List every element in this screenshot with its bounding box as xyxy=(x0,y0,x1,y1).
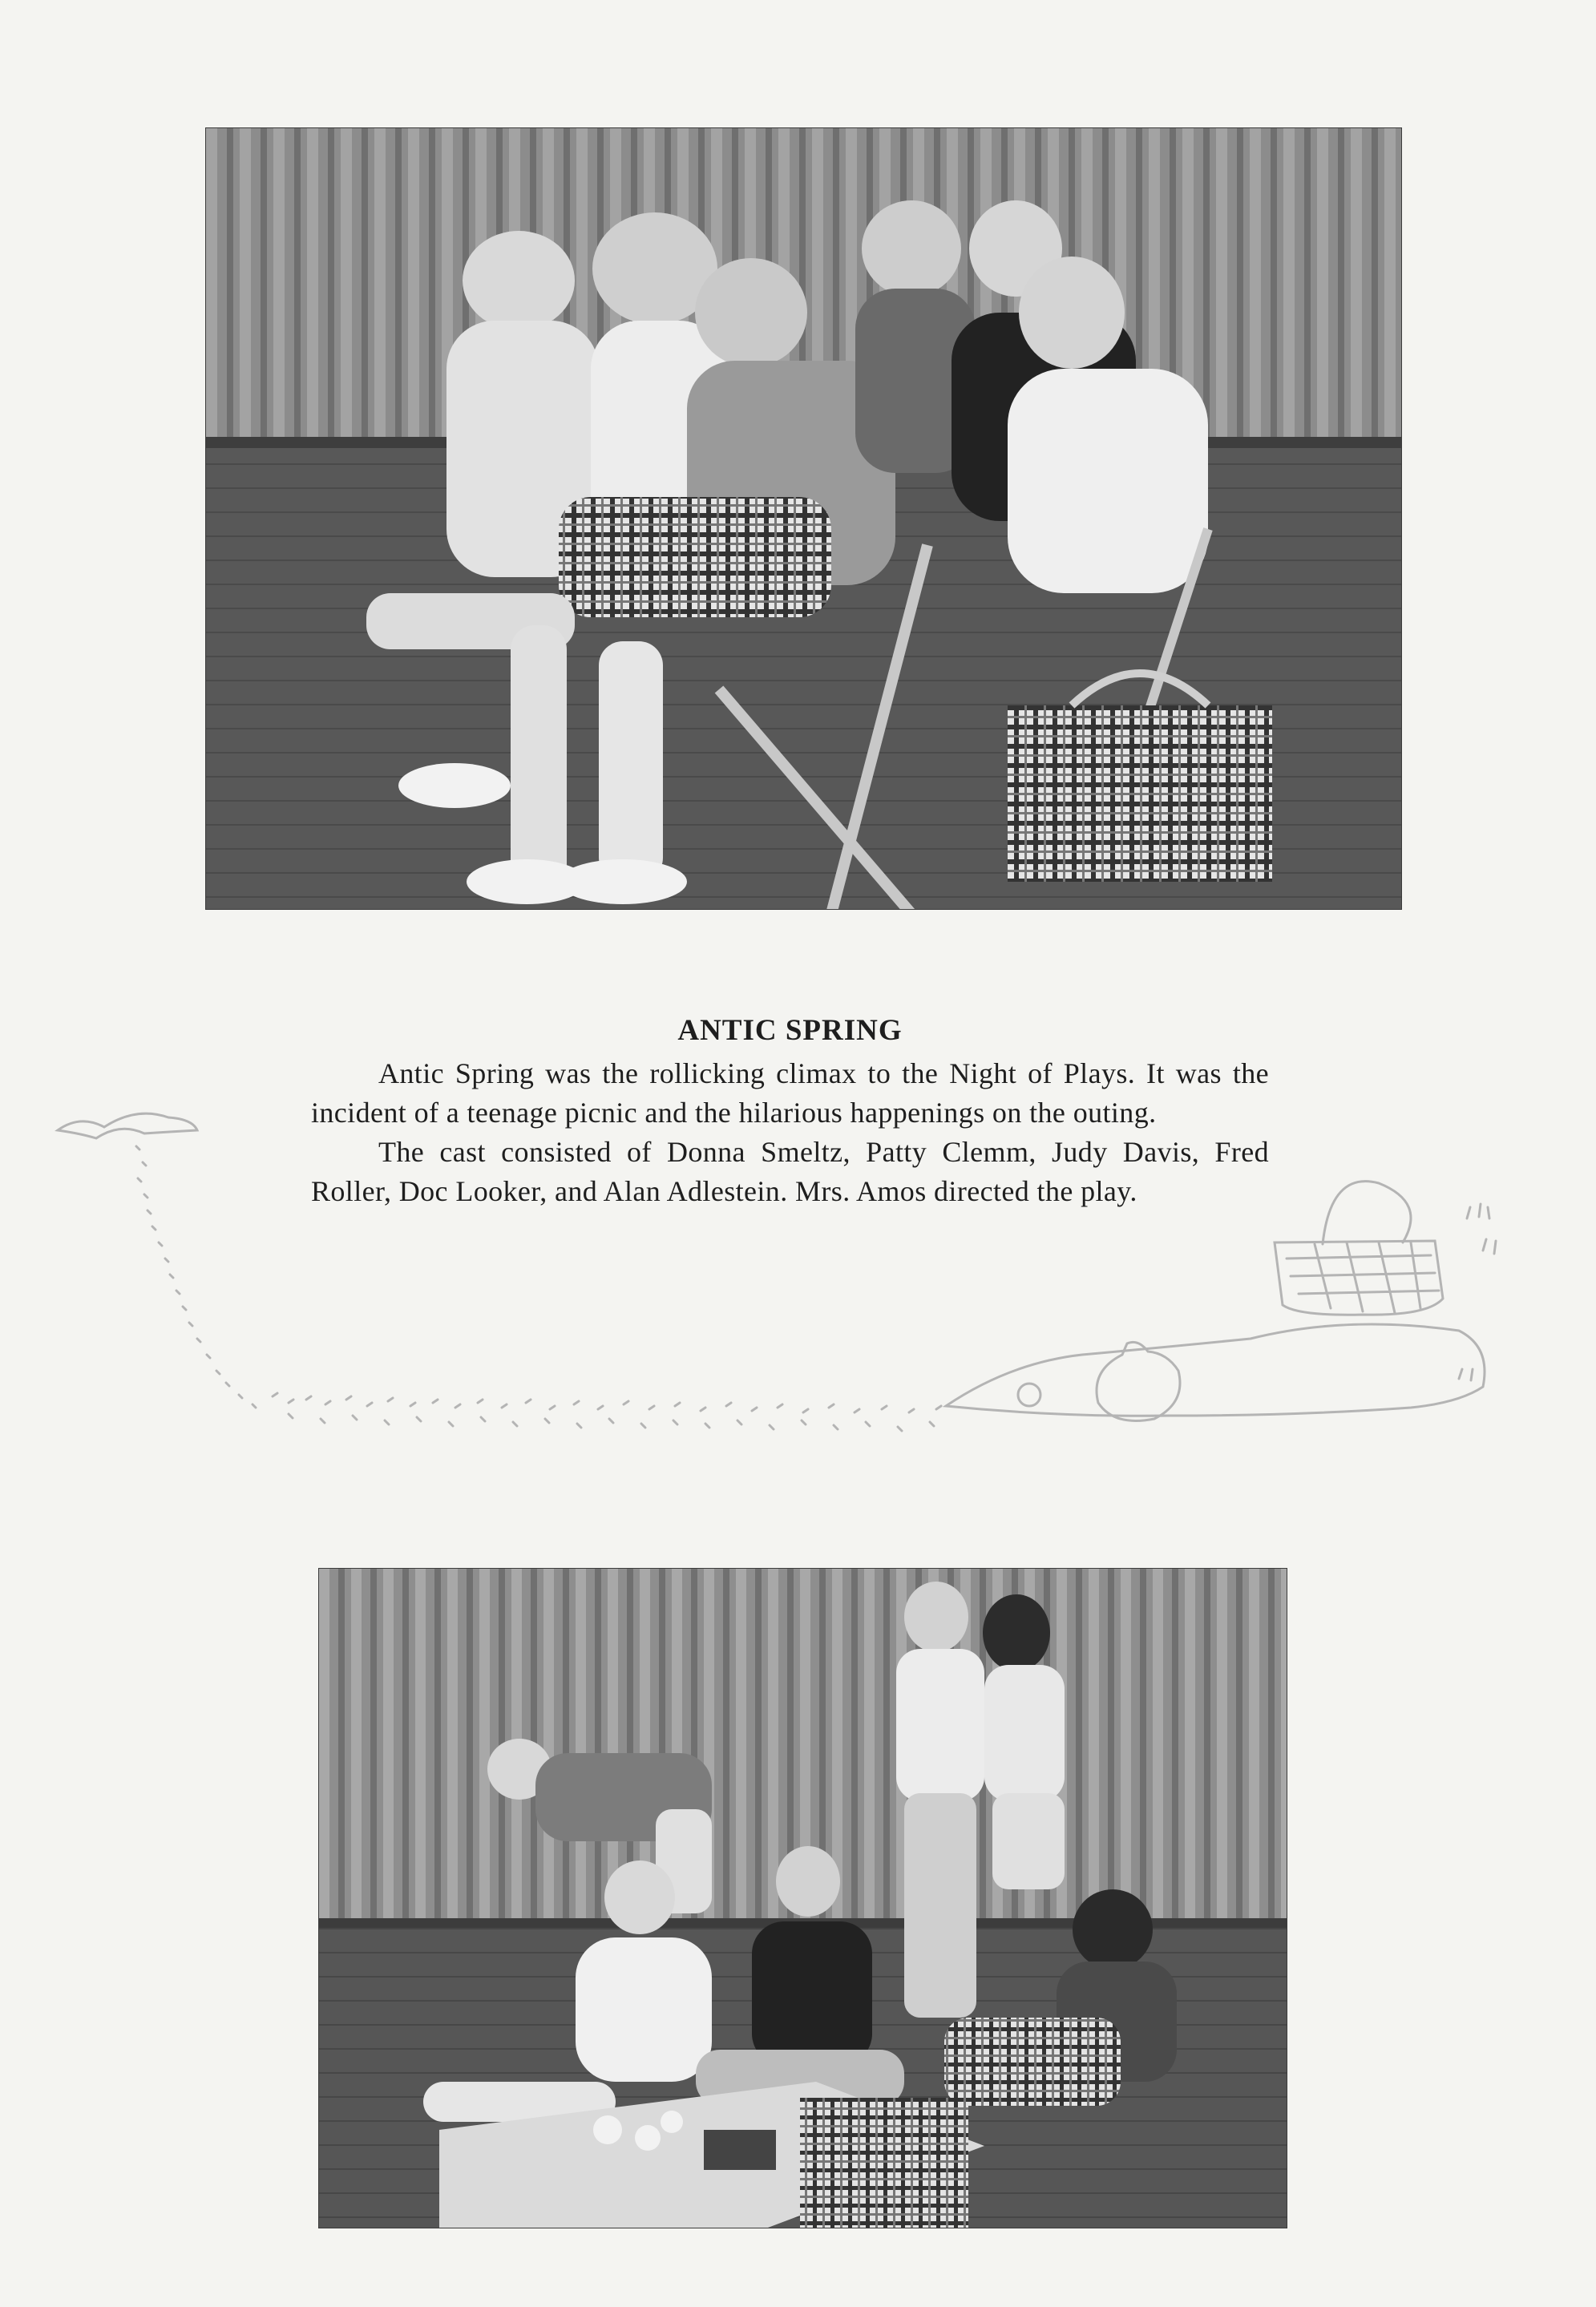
ant-trail-dots xyxy=(136,1146,941,1431)
cast-photo-bottom xyxy=(319,1569,1287,2228)
picnic-scene-photo-image xyxy=(319,1569,1287,2228)
jar-drawing xyxy=(1097,1342,1180,1420)
picnic-basket-drawing xyxy=(1275,1182,1443,1315)
ant-trail-sketch xyxy=(48,1098,1539,1531)
picnic-ground-drawing xyxy=(946,1324,1485,1416)
cast-photo-top xyxy=(206,128,1401,909)
article-paragraph-1: Antic Spring was the rollicking climax to the Night of Plays. It was the incident of a teenage picnic and the hilarious happenings on the outing. xyxy=(311,1057,1269,1129)
spilled-cup-drawing xyxy=(58,1113,197,1138)
apple-drawing xyxy=(1018,1384,1040,1406)
article-paragraph-2: The cast consisted of Donna Smeltz, Patty Clemm, Judy Davis, Fred Roller, Doc Looker, and Alan Adlestein. Mrs. Amos directed the play. xyxy=(311,1136,1269,1207)
article-title: ANTIC SPRING xyxy=(677,1014,903,1047)
cast-seated-photo-image xyxy=(206,128,1401,909)
